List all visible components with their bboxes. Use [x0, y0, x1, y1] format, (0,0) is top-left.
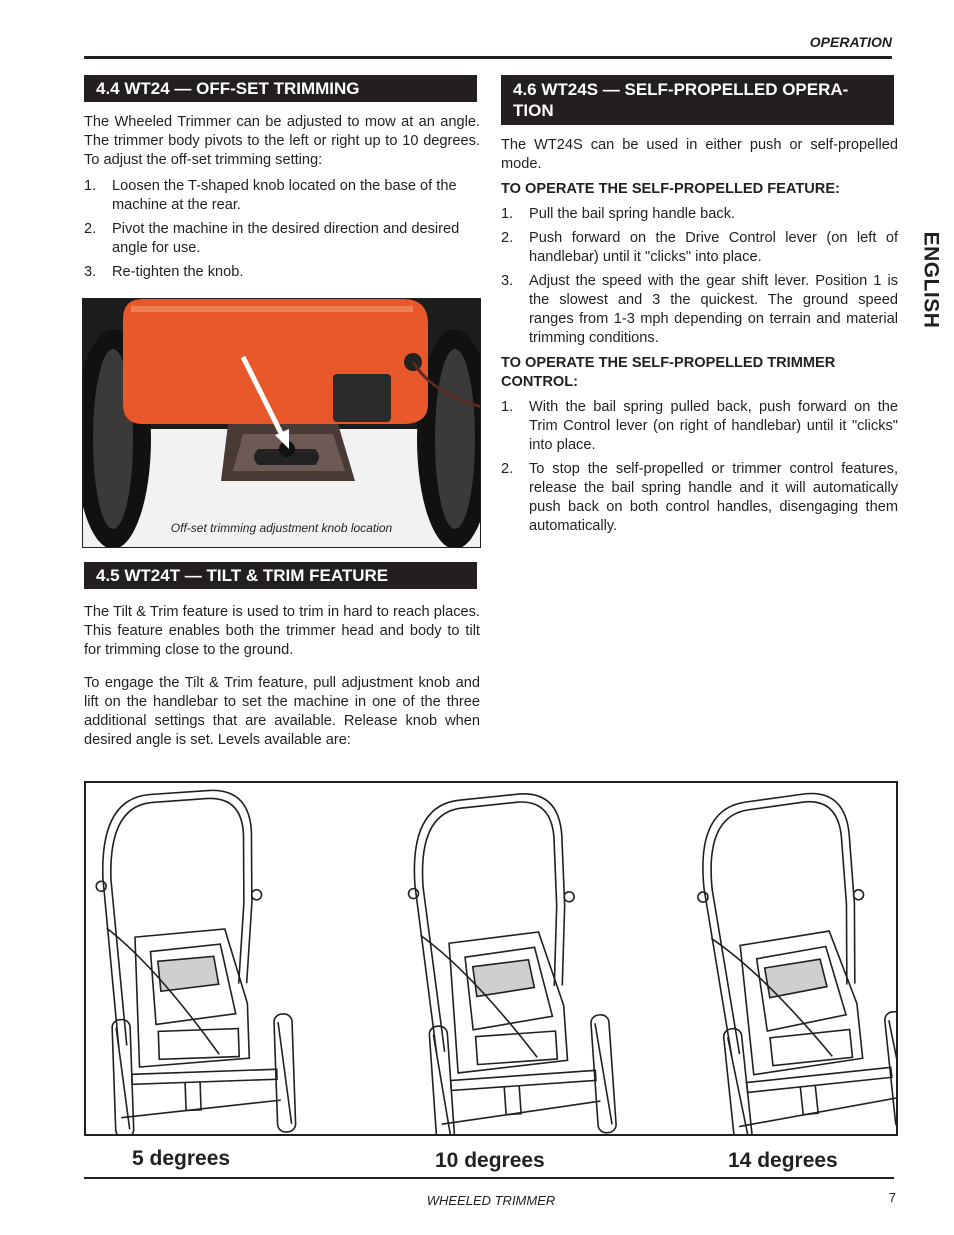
list-item: 1. Loosen the T-shaped knob located on the base of the machine at the rear.: [84, 178, 457, 213]
trimmer-control-steps: [501, 398, 898, 536]
tilt-label-10: 10 degrees: [435, 1149, 545, 1172]
section-4-5-heading: 4.5 WT24T — TILT & TRIM FEATURE: [84, 562, 477, 589]
list-item: 2. Push forward on the Drive Control lever (on left of handlebar) until it "clicks" into place.: [501, 230, 898, 265]
section-4-4-intro: The Wheeled Trimmer can be adjusted to mow at an angle. The trimmer body pivots to the left or right up to 10 degrees. To adjust the off-set trimming setting:: [84, 114, 480, 168]
offset-knob-photo: [82, 298, 481, 548]
footer-rule: [84, 1177, 894, 1179]
tilt-trimmer-illustrations: [86, 783, 896, 1134]
section-4-6-heading: [501, 75, 894, 125]
trimmer-14-degrees: [688, 786, 896, 1134]
trimmer-5-degrees: [93, 788, 296, 1134]
language-tab: [915, 225, 945, 335]
list-item: 2. Pivot the machine in the desired direction and desired angle for use.: [84, 221, 460, 256]
section-4-4-steps: [84, 177, 480, 282]
footer-title: WHEELED TRIMMER: [426, 1193, 556, 1208]
photo-caption: Off-set trimming adjustment knob location: [170, 521, 393, 535]
section-4-6-intro: The WT24S can be used in either push or self-propelled mode.: [501, 137, 898, 172]
page-number: 7: [888, 1190, 896, 1205]
list-item: 2. To stop the self-propelled or trimmer control features, release the bail spring handle and it will automatically push back on both control handles, disengaging them automatically.: [501, 461, 898, 534]
list-item: 3. Re-tighten the knob.: [84, 264, 244, 280]
self-propelled-steps: [501, 205, 898, 348]
section-4-4-heading: 4.4 WT24 — OFF-SET TRIMMING: [84, 75, 477, 102]
language-tab-label: ENGLISH: [919, 231, 942, 329]
self-propelled-subheading: TO OPERATE THE SELF-PROPELLED FEATURE:: [501, 181, 840, 197]
section-4-5-body: [84, 603, 480, 750]
section-4-6-heading-line-1: 4.6 WT24S — SELF-PROPELLED OPERA-: [513, 80, 849, 99]
list-item: 3. Adjust the speed with the gear shift lever. Position 1 is the slowest and 3 the quickest. The ground speed ranges from 1-3 mph depending on terrain and material trimming conditions.: [501, 273, 898, 346]
knob-photo-illustration: [83, 299, 481, 548]
section-4-6-heading-line-2: TION: [513, 101, 554, 120]
trimmer-control-subheading: TO OPERATE THE SELF-PROPELLED TRIMMER CONTROL:: [501, 355, 836, 390]
running-header: OPERATION: [809, 34, 892, 50]
section-4-4-body: [84, 113, 480, 287]
trimmer-10-degrees: [402, 789, 617, 1134]
section-4-6-body: [501, 136, 898, 541]
tilt-label-14: 14 degrees: [728, 1149, 838, 1172]
section-4-5-para-1: The Tilt & Trim feature is used to trim in hard to reach places. This feature enables both the trimmer head and body to tilt for trimming close to the ground.: [84, 604, 480, 658]
list-item: 1. With the bail spring pulled back, push forward on the Trim Control lever (on right of handlebar) until it "clicks" into place.: [501, 399, 898, 453]
header-rule: [84, 56, 892, 59]
list-item: 1. Pull the bail spring handle back.: [501, 206, 736, 222]
section-4-5-para-2: To engage the Tilt & Trim feature, pull adjustment knob and lift on the handlebar to set the machine in one of the three additional settings that are available. Release knob when desired angle is set. Levels available are:: [84, 675, 480, 748]
tilt-label-5: 5 degrees: [132, 1147, 231, 1170]
tilt-angle-figure: [84, 781, 898, 1136]
